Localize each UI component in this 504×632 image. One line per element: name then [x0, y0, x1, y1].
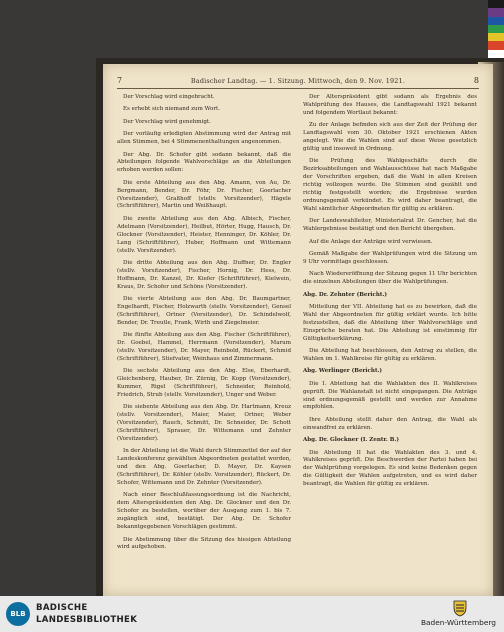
- paragraph: Es erhebt sich niemand zum Wort.: [123, 106, 220, 113]
- running-header: [117, 74, 479, 88]
- footer-bar: [0, 596, 504, 632]
- paragraph: In der Abteilung ist die Wahl durch Stimmzettel der auf der Landeskonferenz gewählten Abgeordneten gestattet worden, und den Abg. Goerlacher, D. Mayer, Dr. Kaysen (Schriftführer), Dr. Köhler (stellv. Vorsitzender), Rückert, Dr. Schofer, Wittemann und Dr. Zehnter (Vorsitzender).: [117, 448, 291, 487]
- paragraph: Der Alterspräsident gibt sodann als Ergebnis des Wahlprüfung des Hauses, die Landtagswahl 1921 bekannt und folgendem Wortlaut bekannt:: [303, 94, 477, 116]
- paragraph: Die fünfte Abteilung aus den Abg. Fischer (Schriftführer), Dr. Goebel, Hammel, Herrmann (Vorsitzender), Marum (stellv. Vorsitzender), Dr. Mayer, Reinbold, Rückert, Schmid (Schriftführer), Stiefvater, Weinhaus und Zimmermann.: [117, 332, 291, 362]
- paragraph: Der Abg. Dr. Schofer gibt sodann bekannt, daß die Abteilungen folgende Wahlvorschläge an die Abteilungen erhoben werden sollen:: [117, 151, 291, 174]
- blb-logo[interactable]: BLB: [6, 602, 30, 626]
- paragraph: Der Vorschlag wird eingebracht.: [123, 94, 215, 100]
- state-name[interactable]: Baden-Württemberg: [420, 618, 496, 627]
- paragraph: Ihre Abteilung stellt daher den Antrag, die Wahl als einwandfrei zu erklären.: [303, 416, 477, 431]
- paragraph: Gemäß Maßgabe der Wahlprüfungen wird die Sitzung um 9 Uhr vormittags geschlossen.: [303, 250, 477, 265]
- paragraph: Die vierte Abteilung aus den Abg. Dr. Baumgartner, Engelhardt, Fischer, Holzwarth (stellv. Vorsitzender), Gensel (Schriftführer), Ortner (Vorsitzender), Dr. Schindelwolf, Bender, Dr. Treutle, Frank, Wirth und Ziegelmeier.: [117, 296, 291, 326]
- left-column: [117, 94, 291, 557]
- paragraph: Zu der Anlage befinden sich aus der Zeit der Prüfung der Landtagswahl vom 30. Oktober 1921 erschienen Akten angelegt. Wie die Wahlen sind auf diese Weise gesetzlich gültig und insoweit in Ordnung.: [303, 122, 477, 152]
- paragraph: Nach einer Beschlußfassungsordnung ist die Nachricht, dem Alterspräsidenten den Abg. Dr. Glockner und den Dr. Schofer zu bestellen, worüber der Ausgang zum 1. bis 7. zugänglich sind, bestätigt. Der Abg. Dr. Schofer bekanntgegebenen Vorschlägen gestimmt.: [117, 492, 291, 531]
- page-number-left: 7: [117, 76, 123, 85]
- header-title: Badischer Landtag. — 1. Sitzung. Mittwoch, den 9. Nov. 1921.: [190, 77, 406, 85]
- paragraph: Die sechste Abteilung aus den Abg. Else, Eberhardt, Gleichenberg, Hauber, Dr. Zürnig, Dr. Kopp (Vorsitzender), Kummer, Rigel (Schriftführer), Schneider, Reinhold, Friedrich, Strub (stellv. Vorsitzender), Unger und Weber.: [117, 368, 291, 398]
- paragraph: Die Prüfung des Wahlgeschäfts durch die Bezirksabteilungen und Wahlausschüsse hat nach Maßgabe der Vorschriften ergeben, daß die Wahl in allen Kreisen richtig vollzogen wurde. Die Stimmen sind gezählt und richtig festgestellt worden; die Ergebnisse wurden ordnungsgemäß verkündet. Es wird daher beantragt, die Wahl sämtlicher Abgeordneten für gültig zu erklären.: [303, 158, 477, 212]
- paragraph: Nach Wiedereröffnung der Sitzung gegen 11 Uhr berichten die einzelnen Abteilungen über die Wahlprüfungen.: [303, 271, 477, 286]
- speaker-heading: Abg. Dr. Glockner (I. Zentr. B.): [303, 437, 399, 444]
- paragraph: Die Abteilung hat beschlossen, den Antrag zu stellen, die Wahlen im 1. Wahlkreise für gültig zu erklären.: [303, 347, 477, 362]
- paragraph: Die Abteilung II hat die Wahlakten des 3. und 4. Wahlkreises geprüft. Die Beschwerden der Partei haben bei der Wahlprüfung vorgelegen. Es sind keine Bedenken gegen die Gültigkeit der Wahlen aufgetreten, und es wird daher beantragt, die Wahlen für gültig zu erklären.: [303, 449, 477, 488]
- paragraph: Die erste Abteilung aus den Abg. Amann, von Au, Dr. Bergmann, Bender, Dr. Föhr, Dr. Fischer, Goerlacher (Vorsitzender), Graßhoff (stellv. Vorsitzender), Hägele (Schriftführer), Martin und Weißhaupt.: [117, 179, 291, 210]
- paragraph: Der Landeswahlleiter, Ministerialrat Dr. Gencher, hat die Wahlergebnisse bestätigt und den Bericht übergeben.: [303, 218, 477, 233]
- right-column: [303, 94, 477, 494]
- page-number-right: 8: [473, 76, 479, 85]
- paragraph: Die zweite Abteilung aus den Abg. Albisch, Fischer, Adelmann (Vorsitzender), Heilbut, Hörter, Hugg, Hausch, Dr. Glockner (Vorsitzender), Heister, Henninger, Dr. Köhler, Dr. Lang (Schriftführer), Huber, Hoffmann und Wittemann (stellv. Vorsitzender).: [117, 215, 291, 254]
- paragraph: Auf die Anlage der Anträge wird verwiesen.: [309, 238, 433, 245]
- paragraph: Der vorläufig erledigten Abstimmung wird der Antrag mit allen Stimmen, bei 4 Stimmenenthaltungen angenommen.: [117, 131, 291, 146]
- paragraph: Der Vorschlag wird genehmigt.: [123, 118, 211, 125]
- color-calibration-strip: [488, 0, 504, 58]
- paragraph: Die I. Abteilung hat die Wahlakten des II. Wahlkreises geprüft. Die Wahlanstalt ist nicht eingegangen. Die Anträge sind ordnungsgemäß gestellt und werden zur Annahme empfohlen.: [303, 380, 477, 411]
- paragraph: Die Abstimmung über die Sitzung des hiesigen Abteilung wird aufgehoben.: [117, 536, 291, 551]
- paragraph: Die siebente Abteilung aus den Abg. Dr. Hartmann, Kreuz (stellv. Vorsitzender), Maier, Maier, Ortner, Weber (Vorsitzender), Rauch, Schmitt, Dr. Schneider, Dr. Schott (Schriftführer), Sprauer, Dr. Wittemann und Zehnter (Vorsitzender).: [117, 404, 291, 443]
- paragraph: Die dritte Abteilung aus den Abg. Duffner, Dr. Engler (stellv. Vorsitzender), Fischer, Hornig, Dr. Hess, Dr. Hoffmann, Dr. Kanzel, Dr. Kiefer (Schriftführer), Kielwein, Kraus, Dr. Schofer und Schöne (Vorsitzender).: [117, 259, 291, 290]
- library-name[interactable]: BADISCHE LANDESBIBLIOTHEK: [36, 603, 138, 625]
- scanned-page: [103, 64, 493, 596]
- paragraph: Mitteilung der VII. Abteilung hat es zu bewirken, daß die Wahl der Abgeordneten für gültig erklärt wurde. Ich bitte festzustellen, daß die Abteilung über Wahlvorschläge und Einsprüche beraten hat. Die Abteilung ist einstimmig für Gültigkeitserklärung.: [303, 303, 477, 342]
- header-rule: [117, 88, 479, 89]
- baden-wuerttemberg-crest-icon: [450, 598, 470, 618]
- speaker-heading: Abg. Dr. Zehnter (Bericht.): [303, 291, 387, 298]
- speaker-heading: Abg. Werlinger (Bericht.): [303, 368, 383, 375]
